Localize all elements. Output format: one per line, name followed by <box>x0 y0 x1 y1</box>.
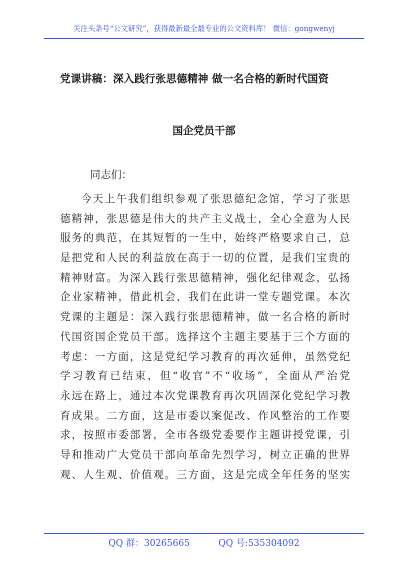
header-divider <box>44 38 364 39</box>
body-line: 精神财富。为深入践行张思德精神，强化纪律观念，弘扬 <box>60 271 350 284</box>
body-line: 是把党和人民的利益放在高于一切的位置，是我们宝贵的 <box>60 252 350 265</box>
body-line: 观、人生观、价值观。三方面，这是完成全年任务的坚实 <box>60 468 350 481</box>
body-line: 服务的典范，在其短暂的一生中，始终严格要求自己，总 <box>60 232 350 245</box>
body-line: 德精神，张思德是伟大的共产主义战士，全心全意为人民 <box>60 212 350 225</box>
body-line: 导和推动广大党员干部向革命先烈学习，树立正确的世界 <box>60 448 350 461</box>
body-line: 企业家精神，借此机会，我们在此讲一堂专题党课。本次 <box>60 291 350 304</box>
body-line: 党课的主题是：深入践行张思德精神，做一名合格的新时 <box>60 311 350 324</box>
body-paragraph <box>60 190 350 485</box>
page-footer-contact: QQ 群：30265665 QQ 号:535304092 <box>108 539 300 549</box>
body-line: 代国资国企党员干部。选择这个主题主要基于三个方面的 <box>60 330 350 343</box>
body-line: 学习教育已结束，但“收官”不“收场”，全面从严治党 <box>60 370 350 383</box>
document-title-line-1: 党课讲稿：深入践行张思德精神 做一名合格的新时代国资 <box>60 73 329 85</box>
body-line: 育成果。二方面，这是市委以案促改、作风整治的工作要 <box>60 409 350 422</box>
body-line: 考虑：一方面，这是党纪学习教育的再次延伸，虽然党纪 <box>60 350 350 363</box>
salutation: 同志们： <box>90 169 132 181</box>
body-line: 永远在路上，通过本次党课教育再次巩固深化党纪学习教 <box>60 389 350 402</box>
body-line: 求，按照市委部署，全市各级党委要作主题讲授党课，引 <box>60 429 350 442</box>
body-line: 今天上午我们组织参观了张思德纪念馆，学习了张思 <box>81 193 350 205</box>
page-header-note: 关注头条号“公文研究”，获得最新最全最专业的公文资料库！ 微信：gongwenyj <box>73 24 335 33</box>
footer-divider <box>44 533 364 534</box>
document-title-line-2: 国企党员干部 <box>172 125 236 137</box>
